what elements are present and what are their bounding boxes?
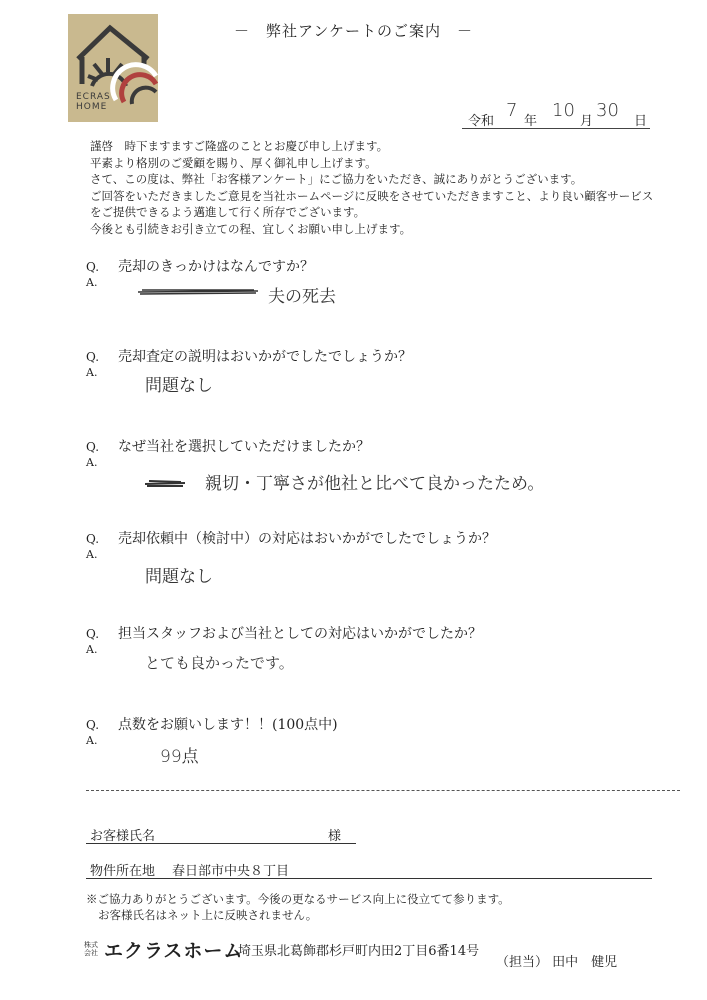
date-month-unit: 月 [580,114,594,129]
question-5 [86,623,482,643]
logo-text-top: ECRAS [76,92,111,102]
logo-text-bottom: HOME [76,102,108,112]
date-year-unit: 年 [524,114,538,129]
answer-1: 夫の死去 [268,287,336,307]
staff-name: 田中 健児 [552,955,618,970]
company-prefix-bottom: 会社 [84,949,98,957]
q-label: Q. [86,440,100,454]
date-day: 30 [596,100,619,121]
company-address: 埼玉県北葛飾郡杉戸町内田2丁目6番14号 [238,944,480,959]
customer-honorific: 様 [328,829,342,844]
question-6 [86,714,338,734]
q-label: Q. [86,718,100,732]
customer-name-line [86,843,356,844]
answer-2: 問題なし [145,376,213,396]
answer-4: 問題なし [145,567,213,587]
question-text: 売却査定の説明はおいかがでしたでしょうか？ [118,349,412,365]
date-year: 7 [506,100,518,121]
q-label: Q. [86,350,100,364]
note-line: お客様氏名はネット上に反映されません。 [98,908,318,922]
staff [496,951,617,970]
page-title: － 弊社アンケートのご案内 － [233,22,474,40]
greeting-line: 今後とも引続きお引き立ての程、宜しくお願い申し上げます。 [90,221,412,236]
property-value: 春日部市中央８丁目 [172,864,290,879]
question-text: 点数をお願いします！！(100点中) [118,717,338,733]
strikethrough-scribble-icon [138,287,258,297]
a-label: A. [86,276,98,289]
a-label: A. [86,456,98,469]
greeting-line: ご回答をいただきましたご意見を当社ホームページに反映をさせていただきますこと、より良い顧客サービス [90,188,654,203]
question-text: 担当スタッフおよび当社としての対応はいかがでしたか？ [118,626,482,642]
question-2 [86,346,412,366]
a-label: A. [86,643,98,656]
greeting-text [90,138,680,237]
q-label: Q. [86,627,100,641]
date-day-unit: 日 [634,114,648,129]
answer-6: 99点 [160,747,199,767]
notes [86,891,510,923]
company-name: エクラスホーム [104,940,244,962]
company-prefix-top: 株式 [84,941,98,949]
q-label: Q. [86,532,100,546]
a-label: A. [86,548,98,561]
question-4 [86,528,496,548]
divider [86,790,680,791]
answer-5: とても良かったです。 [145,654,294,672]
greeting-line: 謹啓 時下ますますご隆盛のこととお慶び申し上げます。 [90,139,389,153]
date-era: 令和 [468,114,495,129]
strikethrough-scribble-icon [145,478,185,490]
date-month: 10 [552,100,575,121]
greeting-line: をご提供できるよう邁進して行く所存でございます。 [90,205,366,219]
question-3 [86,436,370,456]
a-label: A. [86,734,98,747]
customer-name-label: お客様氏名 [90,829,156,844]
greeting-line: 平素より格別のご愛顧を賜り、厚く御礼申し上げます。 [90,155,377,170]
a-label: A. [86,366,98,379]
q-label: Q. [86,260,100,274]
greeting-line: さて、この度は、弊社「お客様アンケート」にご協力をいただき、誠にありがとうございます。 [90,172,583,186]
property-label: 物件所在地 [90,864,156,879]
company-prefix [84,941,98,957]
property-line [86,878,652,879]
question-text: 売却依頼中（検討中）の対応はおいかがでしたでしょうか？ [118,531,496,547]
question-text: 売却のきっかけはなんですか？ [118,259,314,275]
question-text: なぜ当社を選択していただけましたか？ [118,439,370,455]
question-1 [86,256,314,276]
date-field [462,100,650,129]
answer-3: 親切・丁寧さが他社と比べて良かったため。 [205,474,545,494]
staff-label: （担当） [496,955,549,970]
note-line: ※ご協力ありがとうございます。今後の更なるサービス向上に役立てて参ります。 [86,892,510,906]
